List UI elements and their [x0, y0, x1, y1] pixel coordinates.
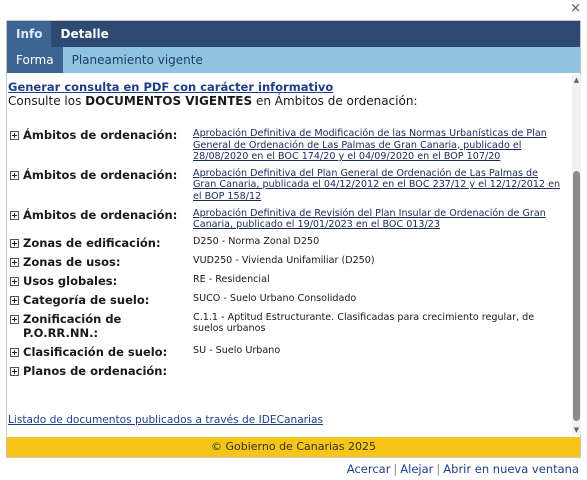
attribute-value-link[interactable]: Aprobación Definitiva del Plan General de Ordenación de Las Palmas de Gran Canaria, publicada el 04/12/2012 en el BOC 237/12 y el 12/12/2012 en el BOP 158/12 — [193, 167, 561, 202]
attribute-label: Zonificación de P.O.RR.NN.: — [23, 311, 122, 340]
tab-info[interactable]: Info — [7, 21, 51, 47]
scroll-thumb[interactable] — [573, 171, 580, 421]
expand-plus-icon[interactable] — [10, 211, 19, 220]
scroll-down-icon[interactable]: ▼ — [573, 426, 580, 434]
attribute-row-planos-ordenacion — [7, 364, 570, 378]
info-popup-panel — [6, 20, 581, 458]
attribute-value: VUD250 - Vivienda Unifamiliar (D250) — [193, 254, 375, 266]
attribute-label: Ámbitos de ordenación: — [23, 167, 178, 182]
zoom-in-link[interactable]: Acercar — [346, 462, 391, 476]
expand-plus-icon[interactable] — [10, 296, 19, 305]
expand-plus-icon[interactable] — [10, 367, 19, 376]
attribute-label: Usos globales: — [23, 273, 118, 288]
open-new-window-link[interactable]: Abrir en nueva ventana — [443, 462, 579, 476]
attribute-row-clasificacion-suelo — [7, 345, 570, 359]
action-separator: | — [393, 462, 398, 476]
attribute-row-categoria-suelo — [7, 293, 570, 307]
consult-prefix: Consulte los — [8, 94, 86, 108]
attribute-row-zonas-edificacion — [7, 236, 570, 250]
attribute-value: SU - Suelo Urbano — [193, 344, 281, 356]
copyright-footer: © Gobierno de Canarias 2025 — [7, 437, 580, 457]
attribute-label: Zonas de edificación: — [23, 235, 161, 250]
attribute-label: Categoría de suelo: — [23, 292, 150, 307]
consult-suffix: en Ámbitos de ordenación: — [252, 94, 418, 108]
zoom-out-link[interactable]: Alejar — [400, 462, 434, 476]
expand-plus-icon[interactable] — [10, 171, 19, 180]
expand-plus-icon[interactable] — [10, 277, 19, 286]
attribute-row-ambitos-3 — [7, 208, 570, 231]
expand-plus-icon[interactable] — [10, 348, 19, 357]
tab-planeamiento-vigente[interactable]: Planeamiento vigente — [71, 53, 203, 67]
expand-plus-icon[interactable] — [10, 315, 19, 324]
attribute-row-ambitos-1 — [7, 128, 570, 163]
attribute-label: Planos de ordenación: — [23, 363, 168, 378]
attribute-value: D250 - Norma Zonal D250 — [193, 235, 320, 247]
attribute-list — [7, 128, 570, 378]
generate-pdf-link[interactable]: Generar consulta en PDF con carácter informativo — [8, 80, 334, 94]
attribute-label: Zonas de usos: — [23, 254, 121, 269]
idecanarias-link[interactable]: Listado de documentos publicados a través de IDECanarias — [8, 414, 323, 426]
attribute-value: SUCO - Suelo Urbano Consolidado — [193, 292, 357, 304]
primary-tabs — [7, 21, 580, 47]
action-separator: | — [436, 462, 441, 476]
close-icon[interactable]: × — [570, 1, 581, 16]
attribute-value: RE - Residencial — [193, 273, 270, 285]
attribute-value: C.1.1 - Aptitud Estructurante. Clasificadas para crecimiento regular, de suelos urbanos — [193, 311, 535, 335]
expand-plus-icon[interactable] — [10, 239, 19, 248]
attribute-value-link[interactable]: Aprobación Definitiva de Revisión del Plan Insular de Ordenación de Gran Canaria, publicado el 19/01/2023 en el BOC 013/23 — [193, 207, 546, 231]
consult-heading — [8, 94, 570, 109]
scroll-up-icon[interactable]: ▲ — [573, 76, 580, 84]
attribute-row-ambitos-2 — [7, 168, 570, 203]
expand-plus-icon[interactable] — [10, 131, 19, 140]
window-top-bar — [0, 0, 587, 20]
attribute-label: Clasificación de suelo: — [23, 344, 168, 359]
attribute-row-zonificacion-porrnn — [7, 312, 570, 340]
popup-actions — [347, 462, 579, 476]
attribute-row-usos-globales — [7, 274, 570, 288]
attribute-label: Ámbitos de ordenación: — [23, 207, 178, 222]
tab-detalle[interactable]: Detalle — [60, 27, 109, 41]
attribute-row-zonas-usos — [7, 255, 570, 269]
secondary-tabs — [7, 47, 580, 73]
vertical-scrollbar[interactable] — [572, 75, 581, 435]
expand-plus-icon[interactable] — [10, 258, 19, 267]
consult-bold: DOCUMENTOS VIGENTES — [85, 94, 253, 108]
tab-forma[interactable]: Forma — [7, 47, 63, 73]
content-area — [7, 73, 570, 437]
attribute-value-link[interactable]: Aprobación Definitiva de Modificación de las Normas Urbanísticas de Plan General de Ordenación de Las Palmas de Gran Canaria, publicado el 28/08/2020 en el BOC 174/20 y el 04/09/2020 en el BOP 107/20 — [193, 128, 547, 163]
attribute-label: Ámbitos de ordenación: — [23, 128, 178, 142]
